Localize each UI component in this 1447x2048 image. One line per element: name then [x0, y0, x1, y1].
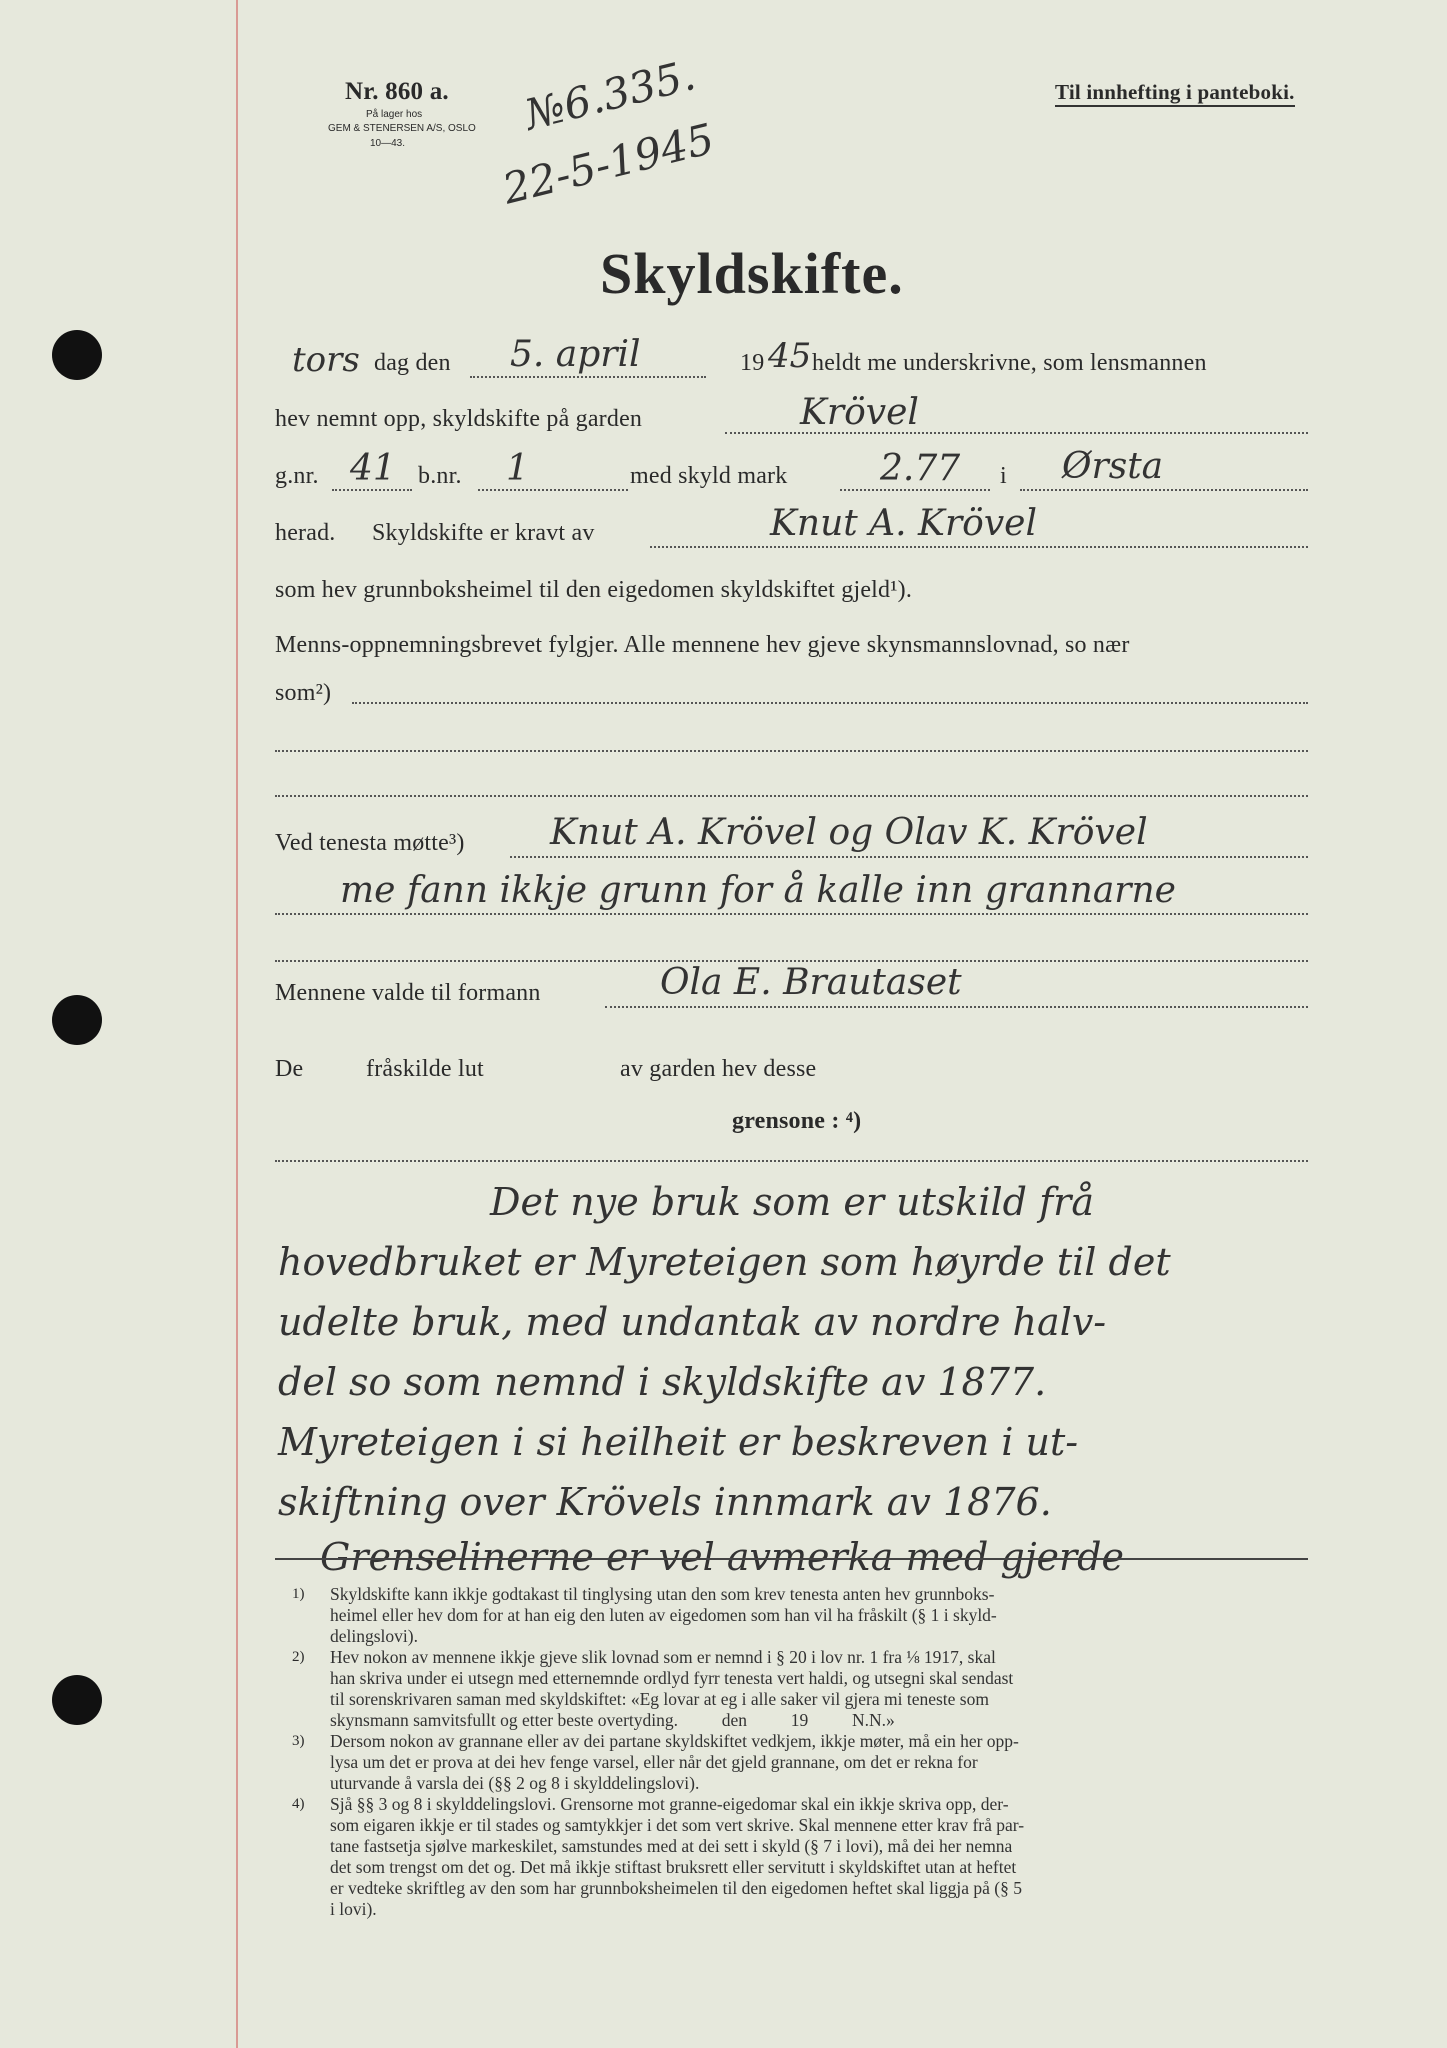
weekday-value: tors: [292, 340, 360, 380]
kravt-label: Skyldskifte er kravt av: [372, 520, 595, 546]
ved-line-2: [275, 913, 1308, 915]
footnote-2-line-1: Hev nokon av mennene ikkje gjeve slik lovnad som er nemnd i § 20 i lov nr. 1 fra ⅛ 1917, skal: [330, 1647, 996, 1667]
i-label: i: [1000, 463, 1007, 489]
dag-den-label: dag den: [374, 350, 451, 376]
skyld-line: [840, 489, 990, 491]
ved-hand-1: Knut A. Krövel og Olav K. Krövel: [550, 812, 1148, 853]
menns-line: Menns-oppnemningsbrevet fylgjer. Alle mennene hev gjeve skynsmannslovnad, so nær: [275, 632, 1130, 658]
footnote-1-line-1: Skyldskifte kann ikkje godtakast til tinglysing utan den som krev tenesta anten hev grunnboks-: [330, 1584, 995, 1604]
date-line: [470, 376, 706, 378]
skyld-value: 2.77: [880, 448, 961, 489]
footnote-3-line-3: uturvande å varsla dei (§§ 2 og 8 i skylddelingslovi).: [330, 1773, 700, 1793]
ved-hand-2: me fann ikkje grunn for å kalle inn grannarne: [340, 870, 1176, 911]
formann-value: Ola E. Brautaset: [660, 962, 962, 1003]
footnote-2-number: 2): [292, 1649, 305, 1665]
garden-value: Krövel: [800, 392, 919, 433]
grensone-label: grensone : ⁴): [732, 1108, 862, 1134]
footnote-1-line-3: delingslovi).: [330, 1626, 418, 1646]
boundary-line-1: Det nye bruk som er utskild frå: [490, 1180, 1094, 1224]
kravt-value: Knut A. Krövel: [770, 503, 1037, 544]
bnr-value: 1: [506, 448, 529, 489]
av-garden-label: av garden hev desse: [620, 1056, 817, 1082]
som-line-1: [352, 702, 1308, 704]
intro-rest: heldt me underskrivne, som lensmannen: [812, 350, 1207, 376]
year-suffix: 45: [768, 336, 812, 376]
grunnbok-line: som hev grunnboksheimel til den eigedomen skyldskiftet gjeld¹).: [275, 577, 913, 603]
margin-line: [236, 0, 238, 2048]
boundary-line-3: udelte bruk, med undantak av nordre halv-: [278, 1300, 1107, 1344]
garden-label: hev nemnt opp, skyldskifte på garden: [275, 406, 643, 432]
footnote-4-line-6: i lovi).: [330, 1899, 377, 1919]
formann-line: [605, 1006, 1308, 1008]
punch-hole-top: [52, 330, 102, 380]
footnote-2-line-3: til sorenskrivaren saman med skyldskiftet: «Eg lovar at eg i alle saker vil gjera mi teneste som: [330, 1689, 989, 1709]
form-number: Nr. 860 a.: [345, 78, 449, 105]
page-title: Skyldskifte.: [600, 241, 904, 306]
date-value: 5. april: [510, 334, 641, 375]
footnote-3-line-2: lysa um det er prova at dei hev fenge varsel, eller når det gjeld grannane, om det er rekna for: [330, 1752, 978, 1772]
boundary-line-4: del so som nemnd i skyldskifte av 1877.: [278, 1360, 1047, 1404]
som-label: som²): [275, 680, 332, 706]
skyld-label: med skyld mark: [630, 463, 788, 489]
bnr-label: b.nr.: [418, 463, 462, 489]
printer-line-2: GEM & STENERSEN A/S, OSLO: [328, 123, 476, 134]
printer-line-3: 10—43.: [370, 138, 406, 149]
formann-label: Mennene valde til formann: [275, 980, 541, 1006]
boundary-line-7: Grenselinerne er vel avmerka med gjerde: [320, 1535, 1124, 1579]
footnote-1-line-2: heimel eller hev dom for at han eig den luten av eigedomen som han vil ha fråskilt (§ 1 i skyld-: [330, 1605, 997, 1625]
footnote-2-line-2: han skriva under ei utsegn med etternemnde ordlyd fyrr tenesta vert haldi, og utsegni skal sendast: [330, 1668, 1014, 1688]
year-prefix: 19: [740, 350, 765, 376]
attach-note: Til innhefting i panteboki.: [1055, 80, 1295, 107]
printer-line-1: På lager hos: [366, 109, 423, 120]
ved-label: Ved tenesta møtte³): [275, 830, 465, 856]
footnote-4-line-4: det som trengst om det og. Det må ikkje stiftast bruksrett eller servitutt i skyldskiftet utan at heftet: [330, 1857, 1017, 1877]
footnote-4-line-2: som eigaren ikkje er til stades og samtykkjer i det som vert skrive. Skal mennene etter krav frå par-: [330, 1815, 1025, 1835]
gnr-label: g.nr.: [275, 463, 319, 489]
footnote-4-line-5: er vedteke skriftleg av den som har grunnboksheimelen til den eigedomen heftet skal liggja på (§ 5: [330, 1878, 1023, 1898]
som-line-2: [275, 750, 1308, 752]
footnote-separator: [275, 1558, 1308, 1560]
bnr-line: [478, 489, 628, 491]
kravt-line: [650, 546, 1308, 548]
footnote-1-number: 1): [292, 1586, 305, 1602]
boundary-line-6: skiftning over Krövels innmark av 1876.: [278, 1480, 1052, 1524]
footnote-4-line-1: Sjå §§ 3 og 8 i skylddelingslovi. Grensorne mot granne-eigedomar skal ein ikkje skriva opp, der-: [330, 1794, 1009, 1814]
fraskilde-label: fråskilde lut: [366, 1056, 484, 1082]
footnote-4-number: 4): [292, 1796, 305, 1812]
punch-hole-bottom: [52, 1675, 102, 1725]
de-label: De: [275, 1056, 304, 1082]
gnr-line: [332, 489, 412, 491]
ved-line-1: [510, 856, 1308, 858]
herad-name-value: Ørsta: [1062, 446, 1164, 487]
footnote-3-number: 3): [292, 1733, 305, 1749]
boundary-line-2: hovedbruket er Myreteigen som høyrde til det: [278, 1240, 1171, 1284]
footnote-4-line-3: tane fastsetja sjølve markeskilet, samstundes med at dei sett i skyld (§ 7 i lovi), må dei her nemna: [330, 1836, 1013, 1856]
grensone-line: [275, 1160, 1308, 1162]
herad-name-line: [1020, 489, 1308, 491]
handwritten-ref-date: 22-5-1945: [498, 113, 719, 214]
boundary-line-5: Myreteigen i si heilheit er beskreven i ut-: [278, 1420, 1079, 1464]
som-line-3: [275, 795, 1308, 797]
handwritten-ref-number: №6.335.: [520, 50, 701, 140]
gnr-value: 41: [350, 448, 396, 489]
footnote-3-line-1: Dersom nokon av grannane eller av dei partane skyldskiftet vedkjem, ikkje møter, må ein her opp-: [330, 1731, 1019, 1751]
herad-label: herad.: [275, 520, 336, 546]
footnote-2-line-4: skynsmann samvitsfullt og etter beste overtyding. den 19 N.N.»: [330, 1710, 895, 1730]
punch-hole-middle: [52, 995, 102, 1045]
